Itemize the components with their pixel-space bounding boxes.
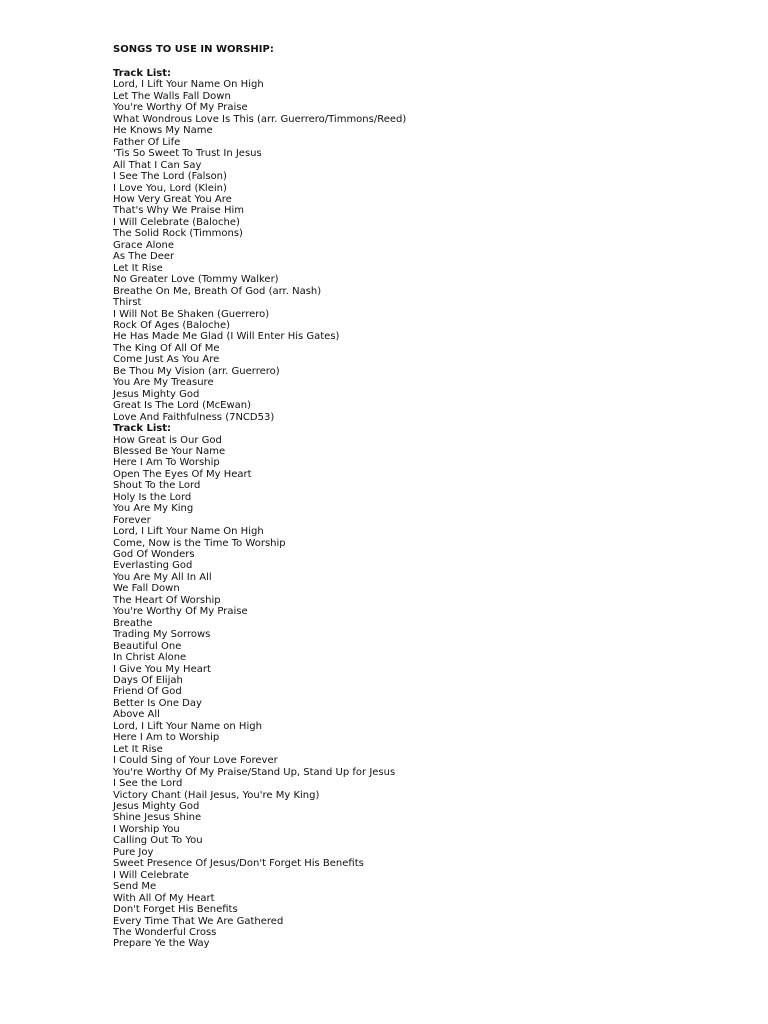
song-item: Everlasting God [113,560,193,572]
song-item: Father Of Life [113,136,181,148]
song-item: Open The Eyes Of My Heart [113,468,252,480]
song-item: With All Of My Heart [113,892,215,904]
document-page [113,44,713,950]
song-item: You Are My King [113,503,194,515]
song-item: I See the Lord [113,778,183,790]
song-item: Sweet Presence Of Jesus/Don't Forget His Benefits [113,858,364,870]
song-item: How Great is Our God [113,434,222,446]
song-item: I Will Not Be Shaken (Guerrero) [113,308,270,320]
song-item: Grace Alone [113,239,175,251]
song-item: How Very Great You Are [113,193,232,205]
song-item: Send Me [113,881,157,893]
song-item: We Fall Down [113,583,180,595]
track-list-section [113,68,713,423]
song-item: I Worship You [113,823,180,835]
song-item: Blessed Be Your Name [113,445,226,457]
song-item: Thirst [113,297,142,309]
song-item: Every Time That We Are Gathered [113,915,284,927]
song-item: I Love You, Lord (Klein) [113,182,227,194]
song-item: The Wonderful Cross [113,926,217,938]
song-item: Calling Out To You [113,835,203,847]
song-item: Be Thou My Vision (arr. Guerrero) [113,365,280,377]
song-item: Forever [113,514,151,526]
song-item: Lord, I Lift Your Name On High [113,79,264,91]
song-item: I Will Celebrate [113,869,190,881]
song-item: Rock Of Ages (Baloche) [113,319,231,331]
song-item: Shout To the Lord [113,480,201,492]
song-item: Come, Now is the Time To Worship [113,537,286,549]
sections-container [113,68,713,950]
song-item: Beautiful One [113,640,182,652]
song-item: What Wondrous Love Is This (arr. Guerrero/Timmons/Reed) [113,113,407,125]
song-item: He Knows My Name [113,125,213,137]
song-item: Days Of Elijah [113,675,183,687]
document-title: SONGS TO USE IN WORSHIP: [113,44,274,55]
song-list [113,435,713,950]
song-item: I See The Lord (Falson) [113,171,227,183]
song-item: Shine Jesus Shine [113,812,202,824]
song-list [113,79,713,423]
song-item: Better Is One Day [113,697,202,709]
song-item: Don't Forget His Benefits [113,904,238,916]
song-item: Holy Is the Lord [113,491,192,503]
song-item: The King Of All Of Me [113,342,220,354]
song-item: Friend Of God [113,686,182,698]
song-item: You Are My All In All [113,571,212,583]
song-item: Prepare Ye the Way [113,938,210,950]
track-list-heading: Track List: [113,423,171,435]
song-item: All That I Can Say [113,159,202,171]
song-item: Pure Joy [113,846,154,858]
song-item: That's Why We Praise Him [113,205,245,217]
song-item: He Has Made Me Glad (I Will Enter His Gates) [113,331,340,343]
song-item: Jesus Mighty God [113,801,200,812]
song-item: Victory Chant (Hail Jesus, You're My King) [113,789,320,801]
song-item: You Are My Treasure [113,377,214,389]
song-item: Love And Faithfulness (7NCD53) [113,411,275,423]
song-item: Great Is The Lord (McEwan) [113,400,252,412]
song-item: You're Worthy Of My Praise [113,102,248,114]
song-item: I Give You My Heart [113,663,211,675]
song-item: Here I Am to Worship [113,732,220,744]
song-item: Above All [113,709,160,721]
song-item: Lord, I Lift Your Name on High [113,720,262,732]
song-item: Let It Rise [113,262,163,274]
song-item: I Could Sing of Your Love Forever [113,755,278,767]
song-item: I Will Celebrate (Baloche) [113,216,240,228]
song-item: Lord, I Lift Your Name On High [113,526,264,538]
track-list-heading: Track List: [113,68,171,79]
song-item: The Solid Rock (Timmons) [113,228,243,240]
song-item: The Heart Of Worship [113,594,221,606]
song-item: No Greater Love (Tommy Walker) [113,274,279,286]
song-item: Breathe On Me, Breath Of God (arr. Nash) [113,285,322,297]
song-item: Let The Walls Fall Down [113,90,231,102]
song-item: You're Worthy Of My Praise [113,606,248,618]
song-item: God Of Wonders [113,549,195,561]
song-item: As The Deer [113,251,175,263]
song-item: You're Worthy Of My Praise/Stand Up, Stand Up for Jesus [113,766,396,778]
song-item: Let It Rise [113,743,163,755]
song-item: Jesus Mighty God [113,388,200,400]
song-item: In Christ Alone [113,652,187,664]
song-item: Breathe [113,617,153,629]
song-item: 'Tis So Sweet To Trust In Jesus [113,148,262,160]
song-item: Trading My Sorrows [113,629,211,641]
song-item: Here I Am To Worship [113,457,220,469]
track-list-section [113,423,713,950]
song-item: Come Just As You Are [113,354,220,366]
